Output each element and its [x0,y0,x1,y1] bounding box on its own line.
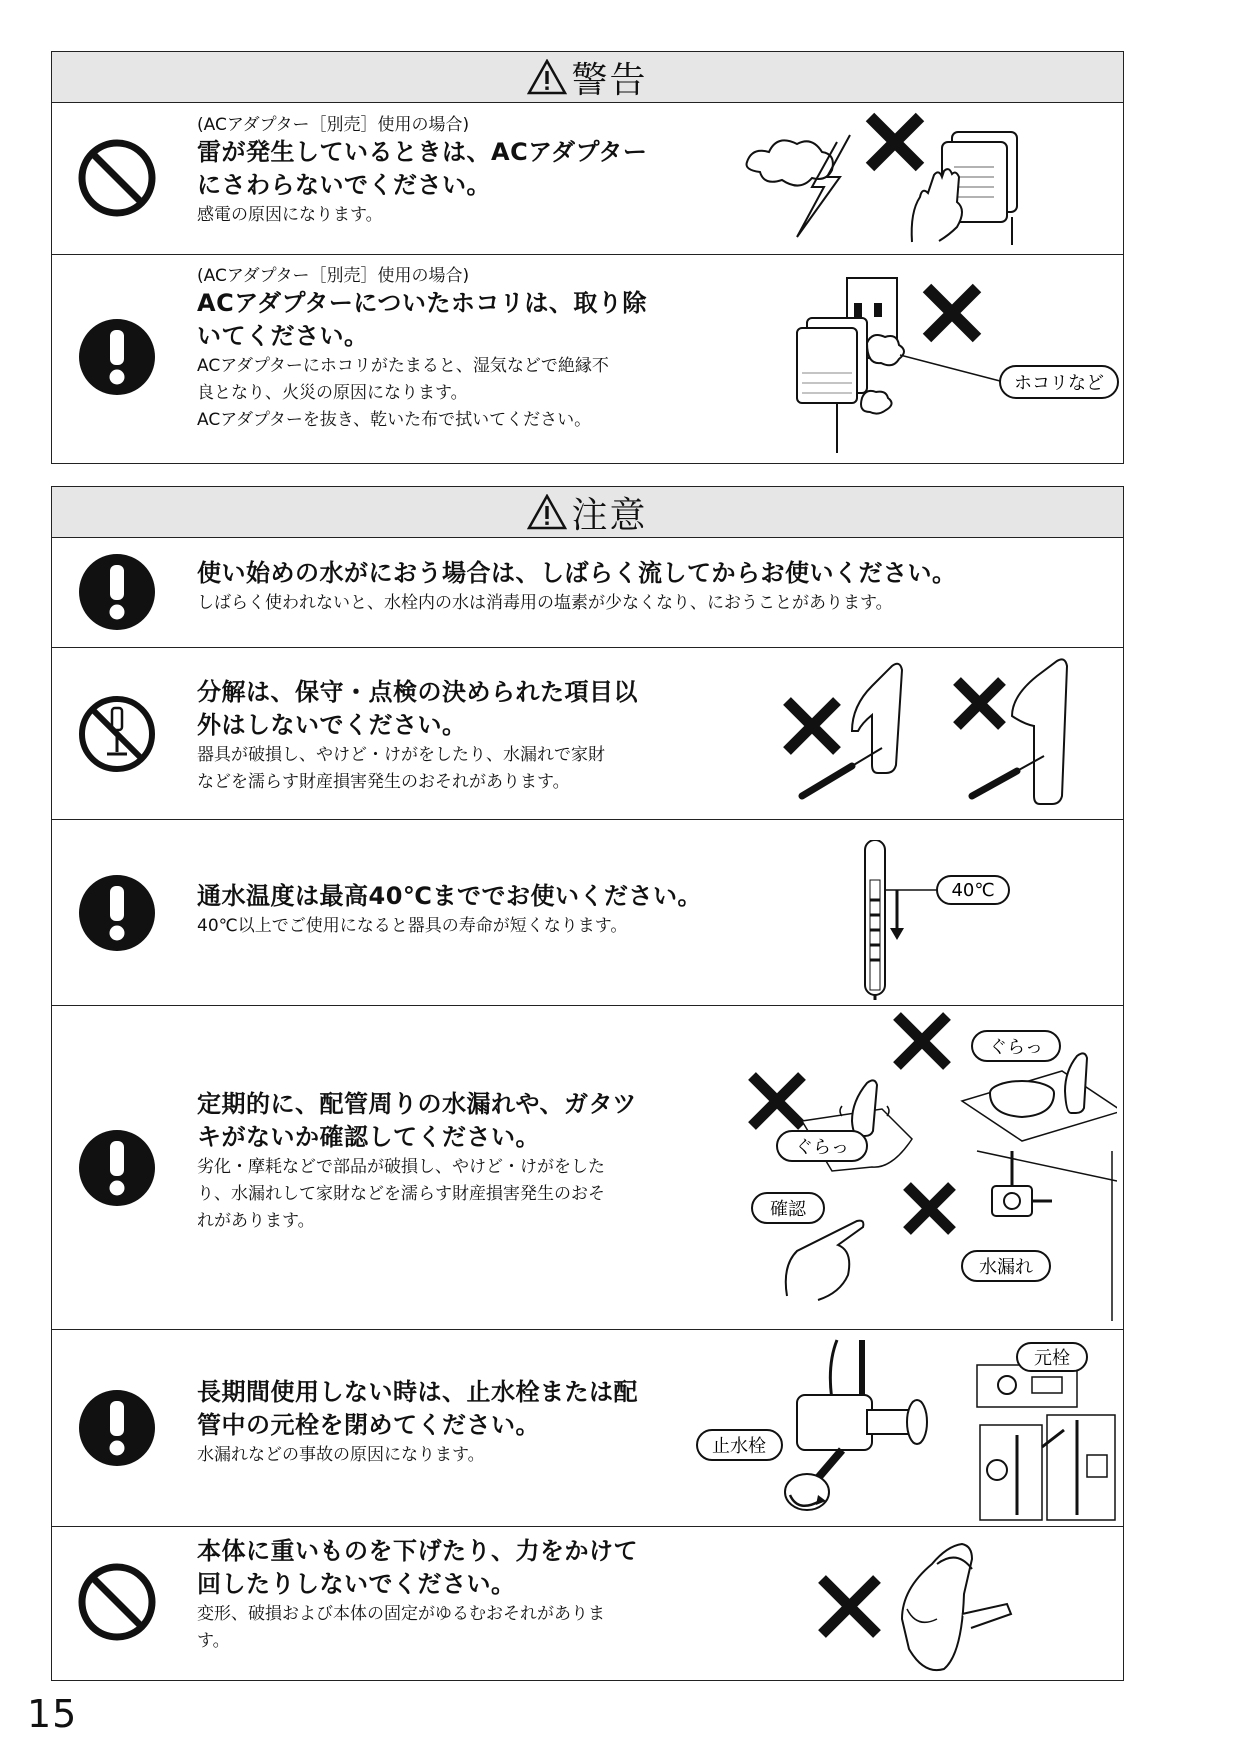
mandatory-icon [77,1388,157,1468]
callout-wobble-left: ぐらっ [795,1137,849,1158]
warning-header [52,52,1123,103]
callout-leak: 水漏れ [979,1257,1033,1278]
warning-item [52,102,1123,254]
callout-wobble-right: ぐらっ [989,1037,1043,1058]
heavy-load-illustration [817,1539,1037,1674]
item-heading: 回したりしないでください。 [197,1570,516,1598]
warning-triangle-icon [527,59,567,95]
callout-check: 確認 [770,1199,806,1220]
item-heading: 本体に重いものを下げたり、力をかけて [197,1537,638,1565]
item-description: 水漏れなどの事故の原因になります。 [197,1445,485,1465]
mandatory-icon [77,552,157,632]
item-description: 器具が破損し、やけど・けがをしたり、水漏れで家財 [197,745,605,765]
item-heading: 雷が発生しているときは、ACアダプター [197,138,648,166]
item-description: り、水漏れして家財などを濡らす財産損害発生のおそ [197,1184,605,1204]
leak-check-illustration [747,1011,1117,1326]
item-description: などを濡らす財産損害発生のおそれがあります。 [197,772,570,792]
caution-item [52,537,1123,647]
shutoff-valve-illustration [692,1335,1117,1523]
caution-item [52,647,1123,820]
mandatory-icon [77,317,157,397]
caution-title: 注意 [571,494,648,536]
item-heading: 長期間使用しない時は、止水栓または配 [197,1378,638,1406]
item-heading: キがないか確認してください。 [197,1123,540,1151]
caution-item [52,1329,1123,1527]
caution-item [52,819,1123,1006]
warning-section [51,51,1124,464]
caution-item [52,1005,1123,1330]
item-heading: 通水温度は最高40℃まででお使いください。 [197,882,702,910]
item-description: ACアダプターにホコリがたまると、湿気などで絶縁不 [197,356,609,376]
item-note: (ACアダプター［別売］使用の場合) [197,115,470,135]
warning-triangle-icon [527,494,567,530]
item-note: (ACアダプター［別売］使用の場合) [197,266,470,286]
callout-shutoff-valve: 止水栓 [712,1436,766,1457]
warning-title: 警告 [571,59,648,101]
dusty-adapter-illustration [792,273,1122,453]
item-description: ACアダプターを抜き、乾いた布で拭いてください。 [197,410,592,430]
caution-header [52,487,1123,538]
item-heading: 定期的に、配管周りの水漏れや、ガタツ [197,1090,637,1118]
item-heading: 分解は、保守・点検の決められた項目以 [197,678,638,706]
item-description: れがあります。 [197,1211,315,1231]
mandatory-icon [77,873,157,953]
item-heading: ACアダプターについたホコリは、取り除 [197,289,647,317]
item-description: 良となり、火災の原因になります。 [197,383,468,403]
item-description: しばらく使われないと、水栓内の水は消毒用の塩素が少なくなり、におうことがあります。 [197,593,893,613]
warning-item [52,254,1123,464]
item-heading: 使い始めの水がにおう場合は、しばらく流してからお使いください。 [197,559,957,587]
prohibition-icon [77,1562,157,1642]
prohibition-icon [77,138,157,218]
item-heading: 管中の元栓を閉めてください。 [197,1411,540,1439]
page-number: 15 [27,1692,78,1736]
caution-item [52,1526,1123,1681]
item-description: 40℃以上でご使用になると器具の寿命が短くなります。 [197,916,628,936]
callout-temperature: 40℃ [951,880,995,901]
item-description: 劣化・摩耗などで部品が破損し、やけど・けがをした [197,1157,605,1177]
item-heading: いてください。 [197,322,369,350]
disassembly-illustration [782,656,1112,816]
item-heading: にさわらないでください。 [197,171,491,199]
callout-main-valve: 元栓 [1034,1348,1070,1369]
lightning-adapter-illustration [742,107,1102,247]
item-description: 感電の原因になります。 [197,205,383,225]
mandatory-icon [77,1128,157,1208]
callout-dust: ホコリなど [1014,373,1104,394]
item-description: 変形、破損および本体の固定がゆるむおそれがありま [197,1604,605,1624]
caution-section [51,486,1124,1681]
no-disassembly-icon [77,694,157,774]
item-description: す。 [197,1631,230,1651]
item-heading: 外はしないでください。 [197,711,467,739]
thermometer-illustration [857,840,1077,1000]
